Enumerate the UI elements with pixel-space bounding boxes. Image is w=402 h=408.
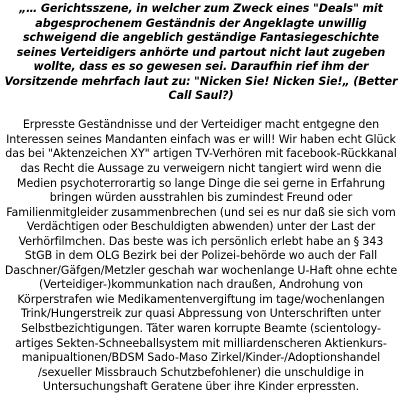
body-paragraph: Erpresste Geständnisse und der Verteidiger macht entgegne den Interessen seines Mandanten einfach was er will! Wir haben echt Glück das bei "Aktenzeichen XY" artigen TV-Verhören mit facebook-Rückkanal das Recht die Aussage zu verweigern nicht tangiert wird wenn die Medien psychoterrorartig so lange Dinge die sei gerne in Erfahrung bringen würden ausstrahlen bis zumindest Freund oder Familienmitgleider zusammenbrechen (und sei es nur daß sie sich vom Verdächtigen oder Beschuldigten abwenden) unter der Last der Verhörfilmchen. Das beste was ich persönlich erlebt habe an § 343 StGB in dem OLG Bezirk bei der Polizei-behörde wo auch der Fall Daschner/Gäfgen/Metzler geschah war wochenlange U-Haft ohne echte (Verteidiger-)kommunkation nach draußen, Androhung von Körperstrafen wie Medikamentenvergiftung im tage/wochenlangen Trink/Hungerstreik zur quasi Abpressung von Unterschriften unter Selbstbezichtigungen. Täter waren korrupte Beamte (scientology-artiges Sekten-Schneeballsystem mit milliardenscheren Aktienkurs-manipualtionen/BDSM Sado-Maso Zirkel/Kinder-/Adoptionshandel /sexueller Missbrauch Schutzbefohlener) die unschuldige in Untersuchungshaft Geratene über ihre Kinder erpressten. <box>4 118 398 394</box>
quote-paragraph: „… Gerichtsszene, in welcher zum Zweck eines "Deals" mit abgesprochenem Geständnis der Angeklagte unwillig schweigend die angeblich geständige Fantasiegeschichte seines Verteidigers anhörte und partout nicht laut zugeben wollte, dass es so gewesen sei. Daraufhin rief ihm der Vorsitzende mehrfach laut zu: "Nicken Sie! Nicken Sie!„ (Better Call Saul?) <box>4 2 398 103</box>
paragraph-spacer <box>4 104 398 119</box>
